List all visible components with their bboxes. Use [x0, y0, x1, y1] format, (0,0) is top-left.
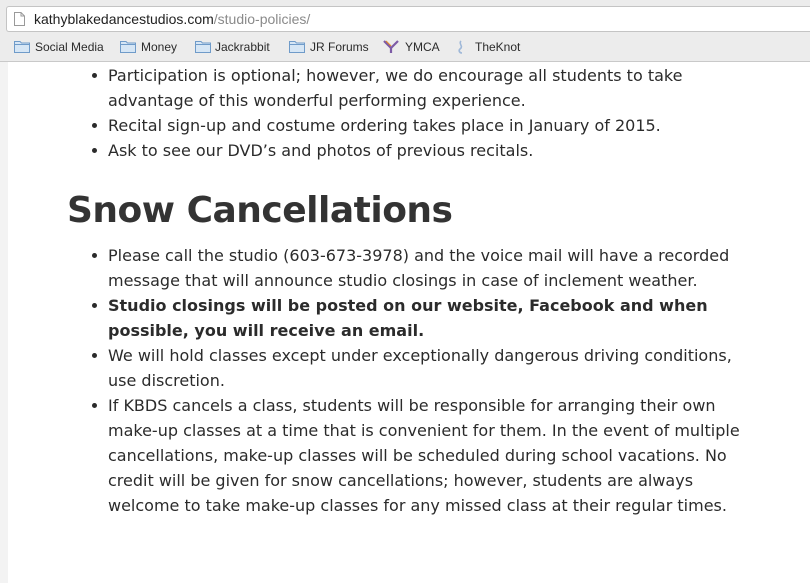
browser-chrome	[0, 0, 810, 62]
folder-icon	[195, 40, 211, 53]
theknot-logo-icon	[455, 40, 467, 54]
bookmark-label: TheKnot	[475, 40, 521, 54]
bookmark-theknot[interactable]	[455, 38, 525, 56]
bookmark-social-media[interactable]	[14, 38, 110, 56]
folder-icon	[120, 40, 136, 53]
ymca-logo-icon	[383, 40, 399, 54]
page-content	[8, 62, 810, 583]
bookmark-label: Social Media	[35, 40, 104, 54]
list-item: Participation is optional; however, we do encourage all students to take advantage of this wonderful performing experience.	[8, 63, 748, 113]
bookmark-ymca[interactable]	[383, 38, 443, 56]
page-icon	[14, 12, 25, 26]
url-domain: kathyblakedancestudios.com	[34, 11, 214, 27]
list-item: If KBDS cancels a class, students will be responsible for arranging their own make-up classes at a time that is convenient for them. In the event of multiple cancellations, make-up classes will be scheduled during school vacations. No credit will be given for snow cancellations; however, students are always welcome to take make-up classes for any missed class at their regular times.	[8, 393, 748, 518]
folder-icon	[14, 40, 30, 53]
page-left-gutter	[0, 62, 8, 583]
snow-cancellations-heading: Snow Cancellations	[67, 190, 453, 231]
list-item: Recital sign-up and costume ordering takes place in January of 2015.	[8, 113, 748, 138]
snow-cancellations-list	[8, 243, 748, 518]
folder-icon	[289, 40, 305, 53]
bookmark-money[interactable]	[120, 38, 184, 56]
list-item: Please call the studio (603-673-3978) and the voice mail will have a recorded message that will announce studio closings in case of inclement weather.	[8, 243, 748, 293]
list-item-bold: Studio closings will be posted on our website, Facebook and when possible, you will receive an email.	[8, 293, 748, 343]
bookmark-label: Money	[141, 40, 178, 54]
url-text[interactable]	[34, 11, 310, 28]
bookmark-label: YMCA	[405, 40, 440, 54]
recital-list	[8, 63, 748, 163]
bookmarks-bar	[0, 36, 810, 58]
list-item: Ask to see our DVD’s and photos of previous recitals.	[8, 138, 748, 163]
bookmark-label: Jackrabbit	[215, 40, 270, 54]
url-path: /studio-policies/	[213, 11, 311, 27]
list-item: We will hold classes except under exceptionally dangerous driving conditions, use discretion.	[8, 343, 748, 393]
bookmark-label: JR Forums	[310, 40, 369, 54]
bookmark-jr-forums[interactable]	[289, 38, 373, 56]
address-bar[interactable]	[6, 6, 810, 32]
bookmark-jackrabbit[interactable]	[195, 38, 279, 56]
